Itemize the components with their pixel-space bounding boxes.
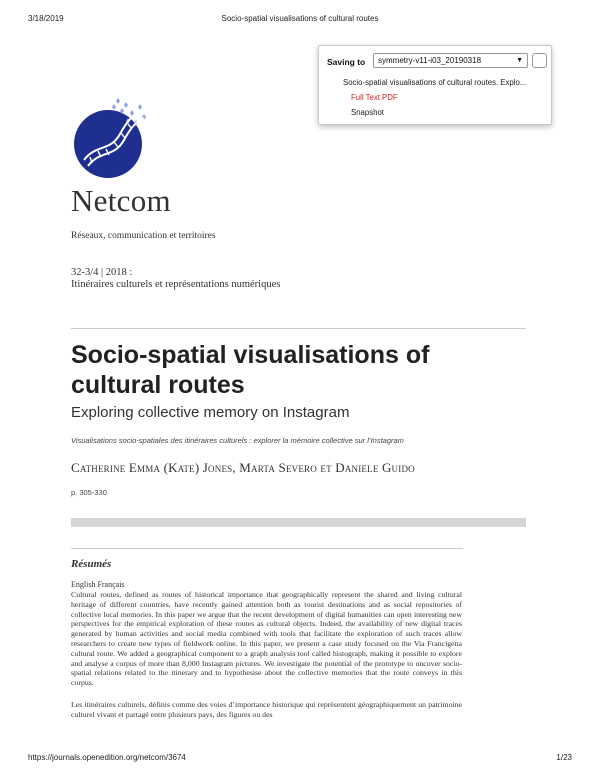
journal-subtitle: Réseaux, communication et territoires xyxy=(71,231,216,241)
article-alt-title: Visualisations socio-spatiales des itinéraires culturels : explorer la mémoire collective sur l’Instagram xyxy=(71,436,404,445)
article-authors[interactable]: Catherine Emma (Kate) Jones, Marta Severo et Daniele Guido xyxy=(71,460,415,475)
print-url: https://journals.openedition.org/netcom/3674 xyxy=(28,753,186,762)
attachment-snapshot[interactable]: Snapshot xyxy=(351,108,384,117)
journal-name: Netcom xyxy=(71,183,171,218)
divider xyxy=(71,548,463,549)
article-title: Socio-spatial visualisations of cultural routes xyxy=(71,341,430,399)
issue-number[interactable]: 32-3/4 | 2018 : xyxy=(71,267,133,278)
abstract-language-links[interactable]: English Français xyxy=(71,580,125,589)
print-page-title: Socio-spatial visualisations of cultural routes xyxy=(221,14,379,23)
print-date: 3/18/2019 xyxy=(28,14,64,23)
abstract-french: Les itinéraires culturels, définis comme des voies d’importance historique qui représentent géographiquement un patrimoine culturel vivant et partagé entre plusieurs pays, des figures ou des xyxy=(71,700,462,719)
save-popup xyxy=(318,45,552,125)
options-checkbox[interactable] xyxy=(532,53,547,68)
collection-select[interactable] xyxy=(373,53,528,68)
print-footer xyxy=(0,753,600,767)
issue-title-link[interactable]: Itinéraires culturels et représentations numériques xyxy=(71,279,281,290)
abstract-english: Cultural routes, defined as routes of historical importance that geographically represent the shared and living cultural heritage of different countries, have recently gained attention both as tourist destinations and as social repositories of collective local memories. In this paper we argue that the recent development of digital humanities can open interesting new perspectives for the empirical exploration of these routes as cultural objects. Indeed, the availability of new digital traces generated by human activities and social media combined with tools that facilitate the exploration of such traces allow researchers to create new types of fieldwork online. In this paper, we present a case study focused on the Via Francigena cultural route. We added a geographical component to a graph analysis tool called histograph, making it possible to explore and analyse a corpus of more than 8,000 Instagram pictures. We investigate the potential of the prototype to uncover socio-spatial relations related to the itinerary and to hypothesise about the collective memories that the route conveys in this corpus. xyxy=(71,590,462,688)
saved-item-title[interactable]: Socio-spatial visualisations of cultural routes. Explo... xyxy=(343,78,527,87)
print-header xyxy=(0,14,600,28)
section-bar xyxy=(71,518,526,527)
chevron-down-icon: ▼ xyxy=(516,57,523,64)
divider xyxy=(71,328,526,329)
attachment-full-text-pdf[interactable]: Full Text PDF xyxy=(351,93,398,102)
collection-value: symmetry-v11-i03_20190318 xyxy=(378,56,482,65)
print-page-number: 1/23 xyxy=(556,753,572,762)
netcom-logo-icon xyxy=(70,94,152,180)
article-subtitle: Exploring collective memory on Instagram xyxy=(71,404,350,421)
article-pages: p. 305-330 xyxy=(71,488,107,497)
abstracts-heading: Résumés xyxy=(71,558,112,570)
saving-to-label: Saving to xyxy=(327,57,366,67)
